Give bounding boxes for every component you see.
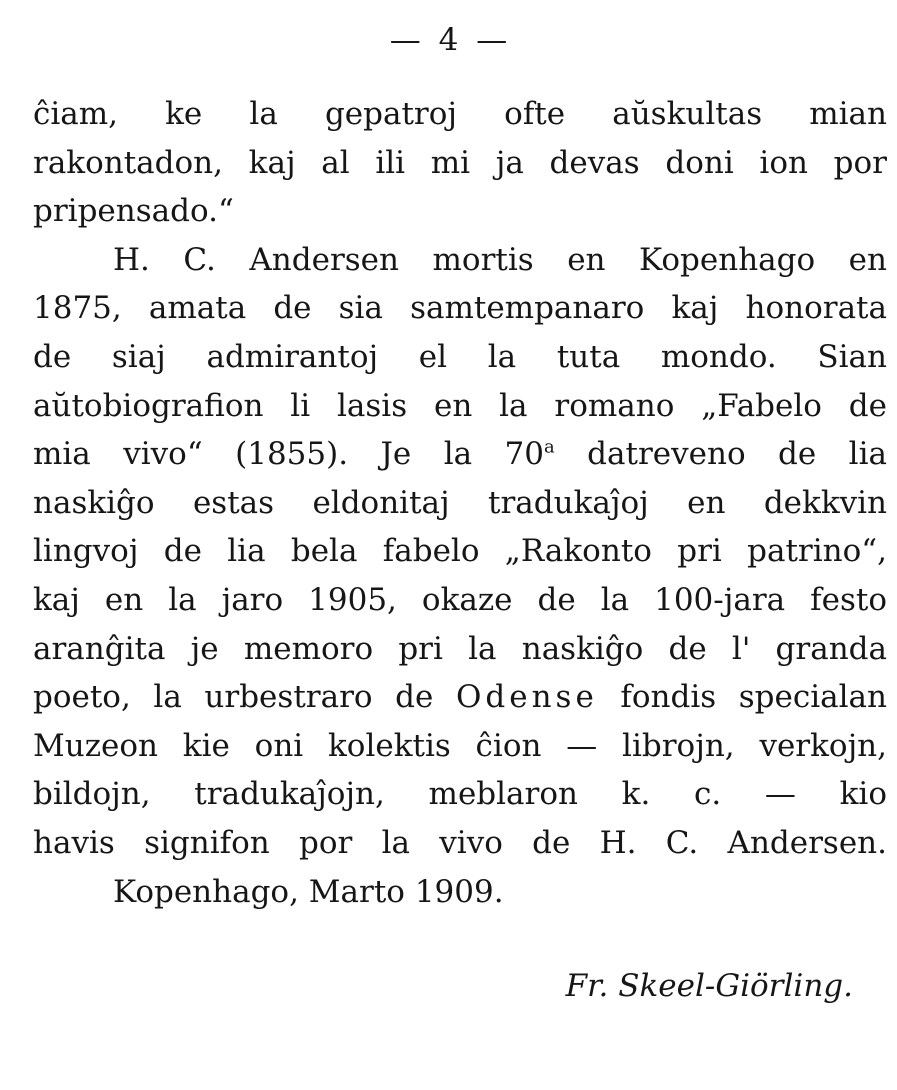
spaced-word-odense: Odense [455, 679, 598, 716]
body-text [33, 90, 887, 916]
text-line: kaj en la jaro 1905, okaze de la 100-jara festo [33, 581, 887, 618]
text-line: naskiĝo estas eldonitaj tradukaĵoj en dekkvin [33, 484, 887, 521]
text-segment: mia vivo“ (1855). Je la 70 [33, 436, 544, 473]
text-line: de siaj admirantoj el la tuta mondo. Sian [33, 338, 887, 375]
text-line [33, 673, 887, 722]
text-line: pripensado.“ [33, 193, 234, 230]
text-line: ĉiam, ke la gepatroj ofte aŭskultas mian [33, 96, 887, 132]
text-line: bildojn, tradukaĵojn, meblaron k. c. — kio [33, 776, 887, 813]
text-segment: fondis specialan [597, 679, 887, 716]
text-line: aŭtobiografion li lasis en la romano „Fabelo de [33, 387, 887, 424]
superscript-ordinal: a [544, 436, 555, 458]
page-number: — 4 — [389, 22, 508, 58]
text-line: Muzeon kie oni kolektis ĉion — librojn, verkojn, [33, 727, 887, 764]
text-line: H. C. Andersen mortis en Kopenhago en [113, 241, 887, 278]
text-segment: poeto, la urbestraro de [33, 679, 456, 716]
text-segment: datreveno de lia [554, 436, 887, 473]
place-date: Kopenhago, Marto 1909. [113, 873, 504, 910]
text-line: aranĝita je memoro pri la naskiĝo de l' granda [33, 630, 887, 667]
text-line: 1875, amata de sia samtempanaro kaj honorata [33, 290, 887, 327]
signature: Fr. Skeel-Giörling. [565, 968, 853, 1004]
text-line: havis signifon por la vivo de H. C. Andersen. [33, 824, 887, 861]
text-line: lingvoj de lia bela fabelo „Rakonto pri patrino“, [33, 533, 887, 570]
text-line [33, 430, 887, 479]
text-line: rakontadon, kaj al ili mi ja devas doni ion por [33, 144, 887, 181]
